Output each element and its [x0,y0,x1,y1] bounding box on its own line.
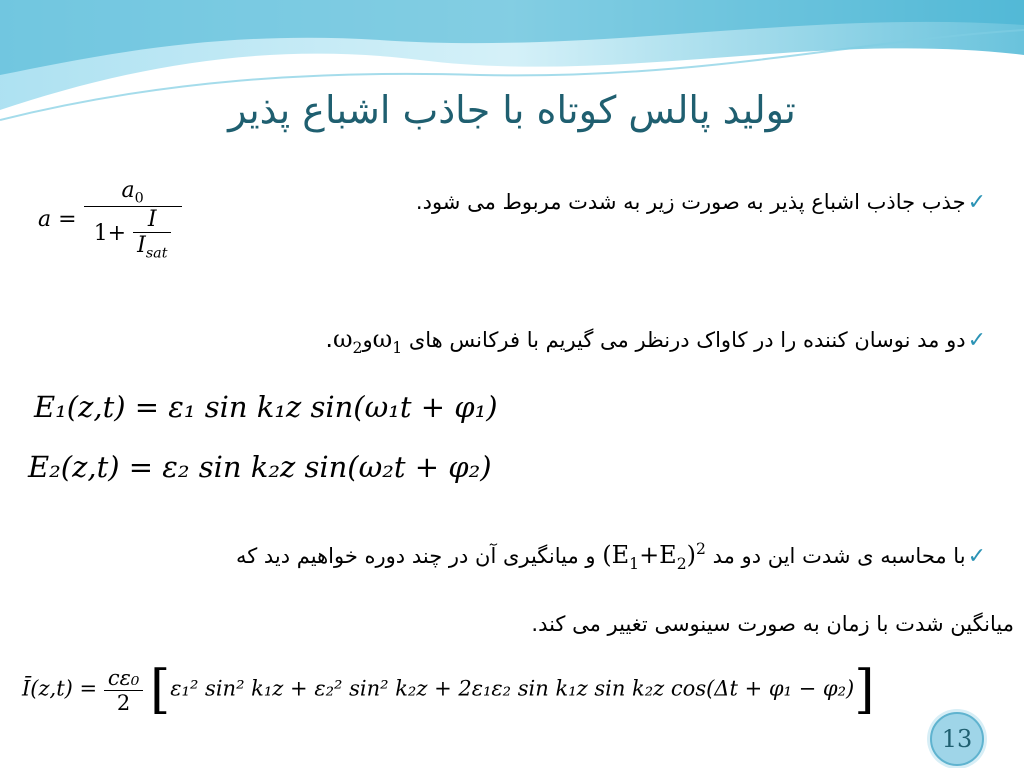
intensity-equation: Ī(z,t) = $\frac{\text{cε₀}}{2}$ [ε₁² sin² k₁z + ε₂² sin² k₂z + 2ε₁ε₂ sin k₁z sin k₂z cos(Δt + φ₁ − φ₂)] [22,660,875,720]
equation-e1: E₁(z,t) = ε₁ sin k₁z sin(ω₁t + φ₁) [34,390,498,424]
bullet-1 [266,190,986,215]
bullet-1-text: جذب جاذب اشباع پذیر به صورت زیر به شدت مربوط می شود. [415,190,966,214]
equation-e2: E₂(z,t) = ε₂ sin k₂z sin(ω₂t + φ₂) [28,450,492,484]
bullet-3: ✓با محاسبه ی شدت این دو مد $(E_1+E_2)^2$ و میانگیری آن در چند دوره خواهیم دید که [235,540,986,573]
check-icon: ✓ [967,190,986,215]
intensity-expression: $(E_1+E_2)^2$ [602,540,706,573]
page-number-badge: 13 [930,712,984,766]
absorption-equation: a = $a_0$ 1+ $\frac{I}{I_{sat}}$ [38,178,182,262]
check-icon: ✓ [967,328,986,353]
slide-title: تولید پالس کوتاه با جاذب اشباع پذیر [228,88,796,132]
check-icon: ✓ [967,544,986,569]
bullet-2: ✓دو مد نوسان کننده را در کاواک درنظر می گیریم با فرکانس های $\omega_1و\omega_2$. [325,325,986,357]
bullet-3-continuation: میانگین شدت با زمان به صورت سینوسی تغییر می کند. [531,612,1014,636]
